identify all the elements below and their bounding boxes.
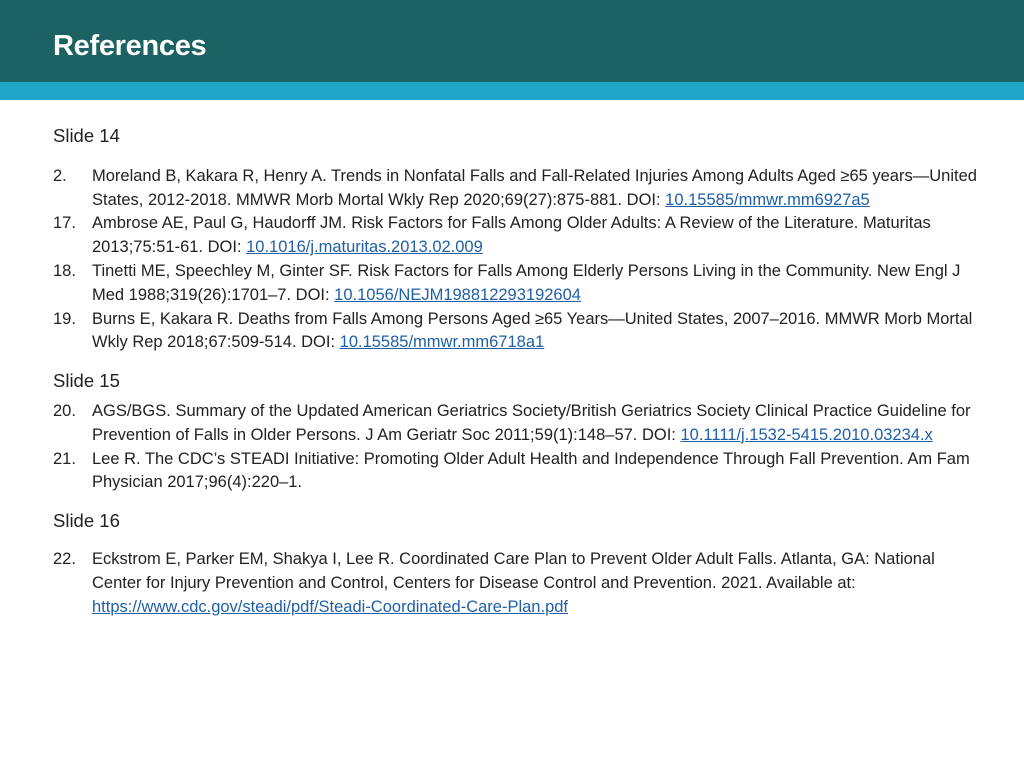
doi-link[interactable]: 10.15585/mmwr.mm6718a1 (339, 333, 545, 352)
reference-number: 17. (53, 214, 76, 233)
reference-item (53, 400, 983, 448)
section-slide-15 (53, 369, 983, 495)
doi-link[interactable]: 10.15585/mmwr.mm6927a5 (665, 190, 870, 209)
reference-number: 19. (53, 309, 76, 328)
reference-item (53, 308, 983, 356)
references-content (53, 124, 983, 633)
reference-text: Eckstrom E, Parker EM, Shakya I, Lee R. Coordinated Care Plan to Prevent Older Adult Falls. Atlanta, GA: National Center for Injury Prevention and Control, Centers for Disease Control and Prevention. 2021. Available at: (92, 549, 935, 592)
reference-text: Ambrose AE, Paul G, Haudorff JM. Risk Factors for Falls Among Older Adults: A Review of the Literature. Maturitas 2013;75:51-61. DOI: (92, 214, 931, 257)
reference-item (53, 260, 983, 308)
section-title: Slide 14 (53, 125, 120, 146)
reference-item (53, 212, 983, 260)
accent-bar (0, 82, 1024, 100)
header-bar (0, 0, 1024, 82)
url-link[interactable]: https://www.cdc.gov/steadi/pdf/Steadi-Coordinated-Care-Plan.pdf (92, 597, 569, 616)
doi-link[interactable]: 10.1056/NEJM198812293192604 (334, 285, 581, 304)
reference-number: 21. (53, 449, 76, 468)
section-title: Slide 15 (53, 370, 120, 392)
reference-item (53, 448, 983, 496)
reference-number: 20. (53, 401, 76, 420)
reference-number: 22. (53, 549, 76, 568)
reference-number: 2. (53, 166, 67, 185)
page-title: References (53, 30, 207, 62)
section-title: Slide 16 (53, 510, 120, 532)
doi-link[interactable]: 10.1016/j.maturitas.2013.02.009 (246, 238, 483, 257)
reference-item (53, 548, 983, 619)
doi-link[interactable]: 10.1111/j.1532-5415.2010.03234.x (680, 425, 933, 444)
reference-text: Lee R. The CDC’s STEADI Initiative: Promoting Older Adult Health and Independence Through Fall Prevention. Am Fam Physician 2017;96(4):220–1. (92, 449, 970, 492)
reference-item (53, 165, 983, 213)
reference-text: AGS/BGS. Summary of the Updated American Geriatrics Society/British Geriatrics Society Clinical Practice Guideline for Prevention of Falls in Older Persons. J Am Geriatr Soc 2011;59(1):148–57. DOI: (92, 401, 971, 444)
section-slide-14 (53, 124, 983, 355)
reference-text: Tinetti ME, Speechley M, Ginter SF. Risk Factors for Falls Among Elderly Persons Living in the Community. New Engl J Med 1988;319(26):1701–7. DOI: (92, 261, 961, 304)
section-slide-16 (53, 509, 983, 619)
reference-text: Moreland B, Kakara R, Henry A. Trends in Nonfatal Falls and Fall-Related Injuries Among Adults Aged ≥65 years—United States, 2012-2018. MMWR Morb Mortal Wkly Rep 2020;69(27):875-881. DOI: (92, 166, 977, 209)
reference-number: 18. (53, 261, 76, 280)
reference-text: Burns E, Kakara R. Deaths from Falls Among Persons Aged ≥65 Years—United States, 2007–2016. MMWR Morb Mortal Wkly Rep 2018;67:509-514. DOI: (92, 309, 973, 352)
